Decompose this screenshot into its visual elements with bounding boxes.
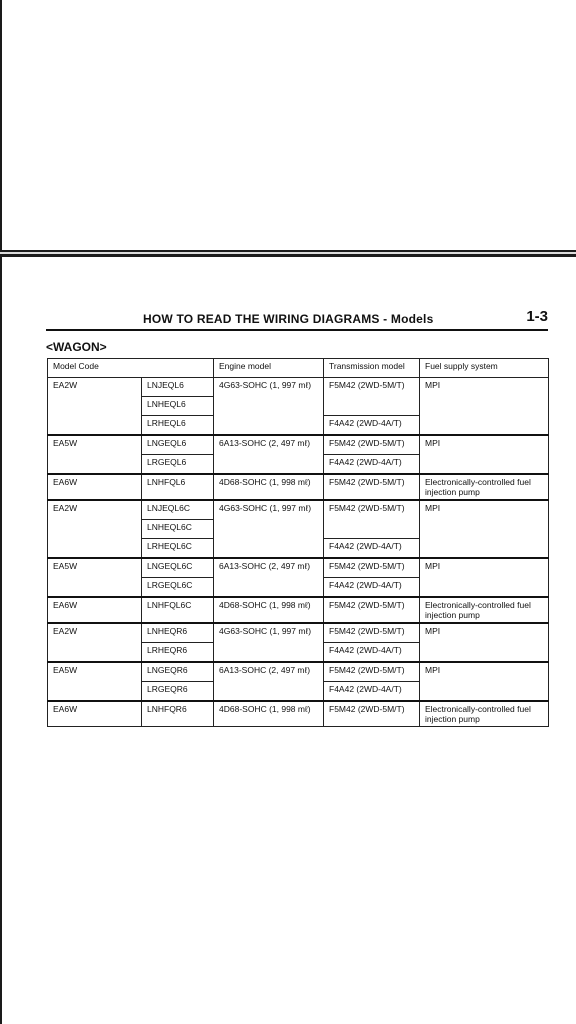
variant-code-cell: LNJEQL6C (142, 500, 214, 520)
variant-code-cell: LRHEQL6C (142, 539, 214, 559)
variant-code-cell: LRGEQL6 (142, 455, 214, 475)
transmission-model-cell: F5M42 (2WD-5M/T) (324, 500, 420, 539)
model-code-cell: EA6W (48, 474, 142, 500)
transmission-model-cell: F5M42 (2WD-5M/T) (324, 597, 420, 623)
transmission-model-cell: F4A42 (2WD-4A/T) (324, 455, 420, 475)
variant-code-cell: LRHEQR6 (142, 643, 214, 663)
engine-model-cell: 4D68-SOHC (1, 998 mℓ) (214, 474, 324, 500)
model-code-cell: EA5W (48, 662, 142, 701)
table-row (48, 597, 549, 623)
transmission-model-cell: F4A42 (2WD-4A/T) (324, 682, 420, 702)
variant-code-cell: LNGEQR6 (142, 662, 214, 682)
table-row (48, 623, 549, 643)
model-code-cell: EA2W (48, 378, 142, 436)
transmission-model-cell: F5M42 (2WD-5M/T) (324, 378, 420, 416)
engine-model-cell: 4G63-SOHC (1, 997 mℓ) (214, 500, 324, 558)
model-code-cell: EA5W (48, 558, 142, 597)
table-row (48, 500, 549, 520)
table-row (48, 474, 549, 500)
column-header-fuel-supply-system: Fuel supply system (420, 359, 549, 378)
table-row (48, 378, 549, 397)
transmission-model-cell: F5M42 (2WD-5M/T) (324, 435, 420, 455)
transmission-model-cell: F4A42 (2WD-4A/T) (324, 416, 420, 436)
page-divider-gap (0, 252, 576, 254)
model-code-cell: EA5W (48, 435, 142, 474)
fuel-supply-cell: MPI (420, 435, 549, 474)
table-header-row (48, 359, 549, 378)
table-row (48, 558, 549, 578)
column-header-model-code: Model Code (48, 359, 214, 378)
engine-model-cell: 6A13-SOHC (2, 497 mℓ) (214, 558, 324, 597)
variant-code-cell: LNJEQL6 (142, 378, 214, 397)
engine-model-cell: 6A13-SOHC (2, 497 mℓ) (214, 435, 324, 474)
transmission-model-cell: F5M42 (2WD-5M/T) (324, 623, 420, 643)
table-row (48, 435, 549, 455)
column-header-transmission-model: Transmission model (324, 359, 420, 378)
fuel-supply-cell: MPI (420, 500, 549, 558)
fuel-supply-cell: Electronically-controlled fuel injection pump (420, 474, 549, 500)
table-row (48, 701, 549, 727)
variant-code-cell: LRGEQR6 (142, 682, 214, 702)
fuel-supply-cell: MPI (420, 558, 549, 597)
variant-code-cell: LNHFQL6 (142, 474, 214, 500)
fuel-supply-cell: Electronically-controlled fuel injection pump (420, 701, 549, 727)
variant-code-cell: LNGEQL6C (142, 558, 214, 578)
column-header-engine-model: Engine model (214, 359, 324, 378)
page-title: HOW TO READ THE WIRING DIAGRAMS - Models (143, 312, 434, 326)
page-edge (0, 0, 2, 1024)
engine-model-cell: 4D68-SOHC (1, 998 mℓ) (214, 701, 324, 727)
model-code-cell: EA6W (48, 597, 142, 623)
fuel-supply-cell: Electronically-controlled fuel injection pump (420, 597, 549, 623)
transmission-model-cell: F5M42 (2WD-5M/T) (324, 662, 420, 682)
variant-code-cell: LNGEQL6 (142, 435, 214, 455)
section-label: <WAGON> (46, 340, 107, 354)
model-code-cell: EA2W (48, 623, 142, 662)
variant-code-cell: LNHFQR6 (142, 701, 214, 727)
fuel-supply-cell: MPI (420, 623, 549, 662)
transmission-model-cell: F5M42 (2WD-5M/T) (324, 558, 420, 578)
header-rule (46, 329, 548, 331)
models-table (47, 358, 549, 727)
table-body (48, 378, 549, 727)
fuel-supply-cell: MPI (420, 662, 549, 701)
engine-model-cell: 4G63-SOHC (1, 997 mℓ) (214, 623, 324, 662)
transmission-model-cell: F5M42 (2WD-5M/T) (324, 701, 420, 727)
transmission-model-cell: F4A42 (2WD-4A/T) (324, 539, 420, 559)
transmission-model-cell: F4A42 (2WD-4A/T) (324, 578, 420, 598)
variant-code-cell: LNHEQL6C (142, 520, 214, 539)
transmission-model-cell: F4A42 (2WD-4A/T) (324, 643, 420, 663)
variant-code-cell: LRHEQL6 (142, 416, 214, 436)
transmission-model-cell: F5M42 (2WD-5M/T) (324, 474, 420, 500)
engine-model-cell: 4G63-SOHC (1, 997 mℓ) (214, 378, 324, 436)
variant-code-cell: LNHFQL6C (142, 597, 214, 623)
model-code-cell: EA6W (48, 701, 142, 727)
engine-model-cell: 4D68-SOHC (1, 998 mℓ) (214, 597, 324, 623)
fuel-supply-cell: MPI (420, 378, 549, 436)
model-code-cell: EA2W (48, 500, 142, 558)
page-number: 1-3 (526, 308, 548, 325)
engine-model-cell: 6A13-SOHC (2, 497 mℓ) (214, 662, 324, 701)
variant-code-cell: LNHEQL6 (142, 397, 214, 416)
variant-code-cell: LRGEQL6C (142, 578, 214, 598)
variant-code-cell: LNHEQR6 (142, 623, 214, 643)
table-row (48, 662, 549, 682)
